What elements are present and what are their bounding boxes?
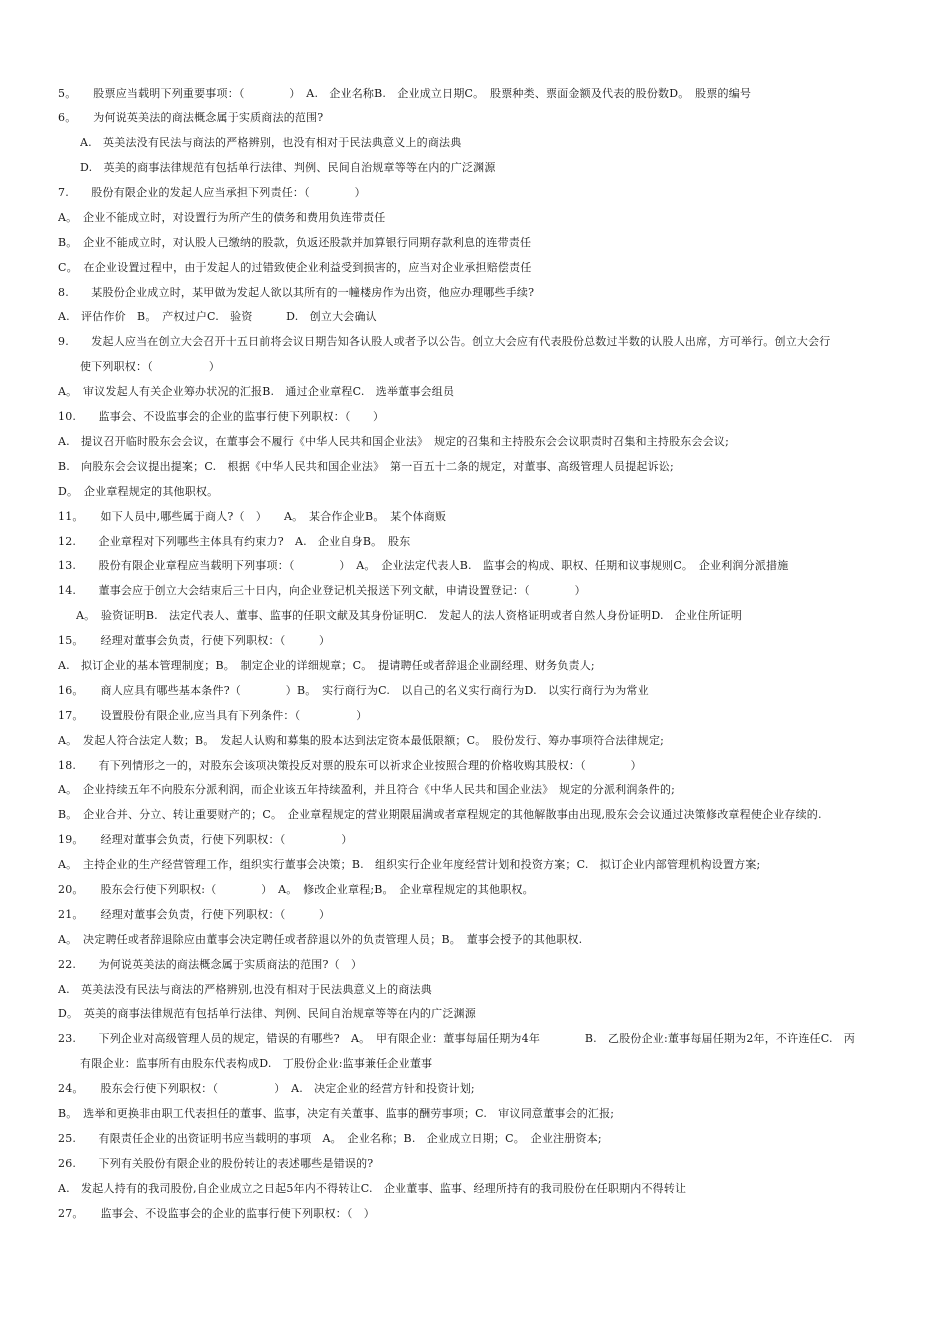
option-7c: C。 在企业设置过程中，由于发起人的过错致使企业利益受到损害的，应当对企业承担赔偿责任	[58, 261, 532, 274]
option-6d: D. 英美的商事法律规范有包括单行法律、判例、民间自治规章等等在内的广泛渊源	[80, 161, 496, 174]
option-7a: A。 企业不能成立时，对设置行为所产生的债务和费用负连带责任	[58, 211, 386, 224]
option-10b: B. 向股东会会议提出提案；C. 根据《中华人民共和国企业法》 第一百五十二条的规定，对董事、高级管理人员提起诉讼;	[58, 460, 674, 473]
option-22d: D。 英美的商事法律规范有包括单行法律、判例、民间自治规章等等在内的广泛渊源	[58, 1007, 476, 1020]
option-22a: A. 英美法没有民法与商法的严格辨别,也没有相对于民法典意义上的商法典	[58, 983, 432, 996]
option-10a: A. 提议召开临时股东会会议，在董事会不履行《中华人民共和国企业法》 规定的召集和主持股东会会议职责时召集和主持股东会会议;	[58, 435, 730, 448]
question-14: 14. 董事会应于创立大会结束后三十日内，向企业登记机关报送下列文献，申请设置登记：（ ）	[58, 584, 586, 597]
options-8: A. 评估作价 B。 产权过户C. 验资 D. 创立大会确认	[58, 310, 377, 323]
option-7b: B。 企业不能成立时，对认股人已缴纳的股款，负返还股款并加算银行同期存款利息的连带责任	[58, 236, 532, 249]
question-10: 10. 监事会、不设监事会的企业的监事行使下列职权：（ ）	[58, 410, 385, 423]
option-18b: B。 企业合并、分立、转让重要财产的；C。 企业章程规定的营业期限届满或者章程规定的其他解散事由出现,股东会会议通过决策修改章程使企业存续的.	[58, 808, 822, 821]
options-9: A。 审议发起人有关企业筹办状况的汇报B. 通过企业章程C. 选举董事会组员	[58, 385, 455, 398]
options-21: A。 决定聘任或者辞退除应由董事会决定聘任或者辞退以外的负责管理人员；B。 董事会授予的其他职权.	[58, 933, 583, 946]
question-8: 8. 某股份企业成立时，某甲做为发起人欲以其所有的一幢楼房作为出资，他应办理哪些手续?	[58, 286, 535, 299]
question-7: 7. 股份有限企业的发起人应当承担下列责任：（ ）	[58, 186, 366, 199]
question-22: 22. 为何说英美法的商法概念属于实质商法的范围?（ ）	[58, 958, 363, 971]
question-26: 26. 下列有关股份有限企业的股份转让的表述哪些是错误的?	[58, 1157, 374, 1170]
option-10d: D。 企业章程规定的其他职权。	[58, 485, 219, 498]
question-18: 18. 有下列情形之一的，对股东会该项决策投反对票的股东可以祈求企业按照合理的价格收购其股权：（ ）	[58, 759, 642, 772]
options-19: A。 主持企业的生产经营管理工作，组织实行董事会决策；B. 组织实行企业年度经营计划和投资方案；C. 拟订企业内部管理机构设置方案;	[58, 858, 761, 871]
question-21: 21。 经理对董事会负责，行使下列职权：（ ）	[58, 908, 331, 921]
question-6: 6。 为何说英美法的商法概念属于实质商法的范围?	[58, 111, 324, 124]
question-16: 16。 商人应具有哪些基本条件?（ ）B。 实行商行为C. 以自己的名义实行商行为D. 以实行商行为为常业	[58, 684, 649, 697]
options-26: A. 发起人持有的我司股份,自企业成立之日起5年内不得转让C. 企业董事、监事、经理所持有的我司股份在任职期内不得转让	[58, 1182, 687, 1195]
question-27: 27。 监事会、不设监事会的企业的监事行使下列职权：（ ）	[58, 1207, 375, 1220]
question-9: 9. 发起人应当在创立大会召开十五日前将会议日期告知各认股人或者予以公告。创立大会应有代表股份总数过半数的认股人出席，方可举行。创立大会行	[58, 335, 831, 348]
question-12: 12. 企业章程对下列哪些主体具有约束力? A. 企业自身B。 股东	[58, 535, 411, 548]
options-17: A。 发起人符合法定人数；B。 发起人认购和募集的股本达到法定资本最低限额；C。 股份发行、筹办事项符合法律规定;	[58, 734, 665, 747]
question-5: 5。 股票应当载明下列重要事项：（ ） A. 企业名称B. 企业成立日期C。 股票种类、票面金额及代表的股份数D。 股票的编号	[58, 87, 752, 100]
question-23: 23. 下列企业对高级管理人员的规定，错误的有哪些? A。 甲有限企业：董事每届任期为4年 B. 乙股份企业:董事每届任期为2年，不许连任C. 丙	[58, 1032, 856, 1045]
options-24: B。 选举和更换非由职工代表担任的董事、监事，决定有关董事、监事的酬劳事项；C. 审议同意董事会的汇报;	[58, 1107, 615, 1120]
option-6a: A. 英美法没有民法与商法的严格辨别，也没有相对于民法典意义上的商法典	[80, 136, 462, 149]
question-15: 15。 经理对董事会负责，行使下列职权：（ ）	[58, 634, 331, 647]
question-24: 24。 股东会行使下列职权：（ ） A. 决定企业的经营方针和投资计划;	[58, 1082, 475, 1095]
question-23-cont: 有限企业：监事所有由股东代表构成D. 丁股份企业:监事兼任企业董事	[80, 1057, 433, 1070]
question-17: 17。 设置股份有限企业,应当具有下列条件：（ ）	[58, 709, 368, 722]
question-13: 13. 股份有限企业章程应当载明下列事项：（ ） A。 企业法定代表人B. 监事会的构成、职权、任期和议事规则C。 企业利润分派措施	[58, 559, 789, 572]
question-19: 19。 经理对董事会负责，行使下列职权：（ ）	[58, 833, 353, 846]
question-20: 20。 股东会行使下列职权:（ ） A。 修改企业章程;B。 企业章程规定的其他职权。	[58, 883, 534, 896]
options-15: A. 拟订企业的基本管理制度；B。 制定企业的详细规章；C。 提请聘任或者辞退企业副经理、财务负责人;	[58, 659, 595, 672]
option-18a: A。 企业持续五年不向股东分派利润，而企业该五年持续盈利，并且符合《中华人民共和国企业法》 规定的分派利润条件的;	[58, 783, 676, 796]
question-9-cont: 使下列职权：（ ）	[80, 360, 221, 373]
question-11: 11。 如下人员中,哪些属于商人?（ ） A。 某合作企业B。 某个体商贩	[58, 510, 447, 523]
question-25: 25. 有限责任企业的出资证明书应当载明的事项 A。 企业名称；B. 企业成立日期；C。 企业注册资本;	[58, 1132, 602, 1145]
options-14: A。 验资证明B. 法定代表人、董事、监事的任职文献及其身份证明C. 发起人的法人资格证明或者自然人身份证明D. 企业住所证明	[76, 609, 743, 622]
